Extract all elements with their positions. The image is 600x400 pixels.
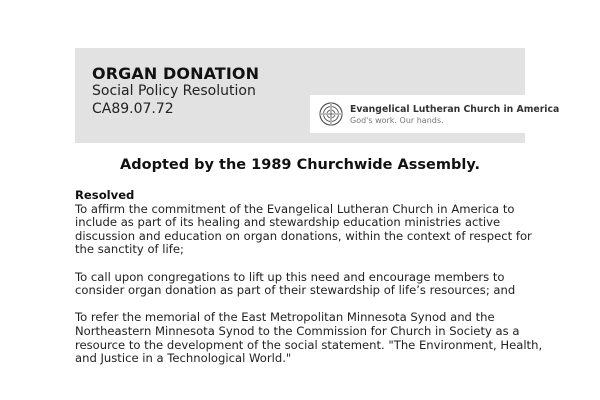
- header-box: [75, 48, 560, 143]
- resolution-code: CA89.07.72: [92, 101, 174, 117]
- resolution-body: [75, 189, 545, 366]
- elca-cross-icon: [319, 102, 343, 126]
- document-subtitle: Social Policy Resolution: [92, 83, 256, 99]
- resolution-paragraph: To call upon congregations to lift up this need and encourage members to consider organ donation as part of their stewardship of life’s resources; and: [75, 269, 516, 298]
- resolved-heading: Resolved: [75, 188, 135, 202]
- logo-name: Evangelical Lutheran Church in America: [350, 104, 560, 115]
- adopted-heading: Adopted by the 1989 Churchwide Assembly.: [120, 157, 480, 173]
- elca-logo: [310, 95, 560, 133]
- document-title: ORGAN DONATION: [92, 64, 260, 83]
- logo-tagline: God's work. Our hands.: [350, 116, 444, 125]
- resolution-paragraph: To refer the memorial of the East Metropolitan Minnesota Synod and the Northeastern Minnesota Synod to the Commission for Church in Society as a resource to the development of the social statement. "The Environment, Health, and Justice in a Technological World.": [75, 310, 543, 366]
- resolution-paragraph: To affirm the commitment of the Evangelical Lutheran Church in America to include as part of its healing and stewardship education ministries active discussion and education on organ donations, within the context of respect for the sanctity of life;: [75, 201, 532, 257]
